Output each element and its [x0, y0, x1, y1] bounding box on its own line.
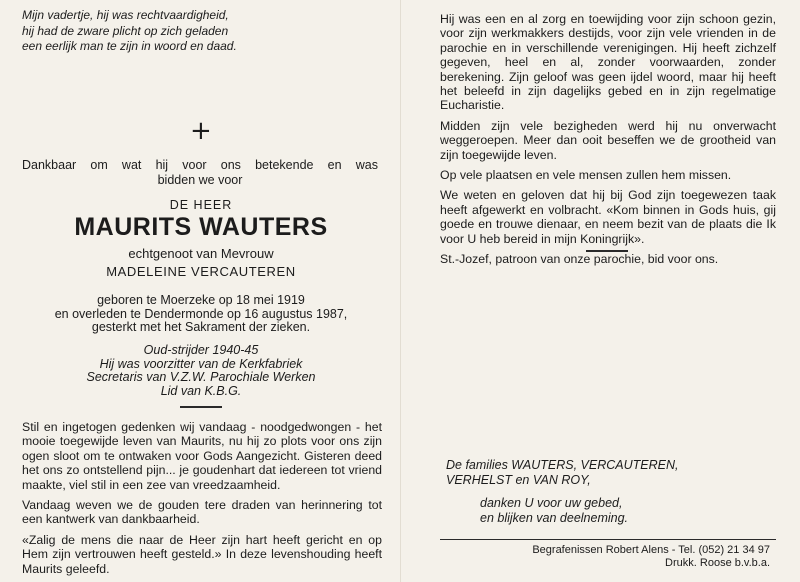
paragraph: Hij was een en al zorg en toewijding voor zijn schoon gezin, voor zijn werkmakkers destijds, voor zijn vele vrienden in de parochie en in verschillende verenigingen. Hij heeft zichzelf gegeven, heel en al, zonder voorwaarden, zonder berekening. Zijn geloof was geen ijdel woord, maar hij heeft het beleefd in zijn dagelijks gebed en in zijn regelmatige Eucharistie. — [440, 12, 776, 113]
divider — [586, 250, 628, 252]
deceased-name: MAURITS WAUTERS — [74, 213, 328, 241]
paragraph: Midden zijn vele bezigheden werd hij nu onverwacht weggeroepen. Meer dan ooit beseffen we de grootheid van zijn toegewijde leven. — [440, 118, 776, 162]
spouse-label: echtgenoot van Mevrouw — [128, 246, 274, 261]
date-line: en overleden te Dendermonde op 16 augustus 1987, — [54, 306, 348, 321]
role-line: Oud-strijder 1940-45 — [143, 343, 259, 357]
intro-line: bidden we voor — [157, 173, 243, 187]
thanks-line: danken U voor uw gebed, — [480, 496, 623, 510]
families-line: De families WAUTERS, VERCAUTEREN, — [446, 458, 679, 472]
date-line: geboren te Moerzeke op 18 mei 1919 — [97, 293, 305, 307]
paragraph: Op vele plaatsen en vele mensen zullen hem missen. — [440, 168, 732, 183]
right-body-text — [440, 12, 776, 273]
spouse-name: MADELEINE VERCAUTEREN — [106, 264, 296, 279]
poem-line: Mijn vadertje, hij was rechtvaardigheid, — [22, 8, 229, 22]
thanks-text — [480, 496, 628, 526]
paragraph: We weten en geloven dat hij bij God zijn toegewezen taak heeft afgewerkt en volbracht. «Kom binnen in Gods huis, gij goede en trouwe dienaar, en neem bezit van de plaats die Ik voor U heb bereid in mijn Koningrijk». — [440, 188, 776, 246]
paragraph: St.-Jozef, patroon van onze parochie, bid voor ons. — [440, 252, 719, 267]
poem-line: hij had de zware plicht op zich geladen — [22, 23, 229, 38]
role-line: Secretaris van V.Z.W. Parochiale Werken — [86, 370, 316, 384]
date-line: gesterkt met het Sakrament der zieken. — [91, 320, 311, 334]
paragraph: Vandaag weven we de gouden tere draden van herinnering tot een kantwerk van dankbaarheid. — [22, 498, 382, 527]
thanks-line: en blijken van deelneming. — [480, 511, 629, 525]
intro-line: Dankbaar om wat hij voor ons betekende en was — [22, 158, 378, 172]
families-text — [446, 458, 678, 488]
footer-line: Drukk. Roose b.v.b.a. — [665, 557, 770, 569]
footer-line: Begrafenissen Robert Alens - Tel. (052) 21 34 97 — [532, 544, 770, 556]
fold-line — [400, 0, 401, 582]
left-column — [18, 6, 384, 576]
footer-rule — [440, 539, 776, 540]
intro-text — [22, 158, 378, 188]
honorific: DE HEER — [169, 198, 233, 212]
divider — [180, 406, 222, 408]
paragraph: «Zalig de mens die naar de Heer zijn hart heeft gericht en op Hem zijn vertrouwen heeft gesteld.» In deze levenshouding heeft Maurits geleefd. — [22, 532, 382, 576]
life-dates — [18, 294, 384, 335]
printer-footer — [440, 544, 770, 570]
opening-poem — [22, 8, 384, 55]
left-body-text — [22, 420, 382, 582]
poem-line: een eerlijk man te zijn in woord en daad. — [22, 39, 237, 53]
paragraph: Stil en ingetogen gedenken wij vandaag - noodgedwongen - het mooie toegewijde leven van Maurits, nu hij zo plots voor ons zijn ogen sloot om te ontwaken voor Gods Aangezicht. Gisteren deed het ons zo ontstellend pijn... je goudenhart dat iedereen tot vriend maakte, viel stil in een zee van vreedzaamheid. — [22, 420, 382, 492]
roles-list — [18, 344, 384, 398]
role-line: Lid van K.B.G. — [160, 383, 242, 398]
cross-icon: + — [190, 116, 212, 146]
role-line: Hij was voorzitter van de Kerkfabriek — [99, 356, 303, 371]
families-line: VERHELST en VAN ROY, — [446, 473, 591, 487]
